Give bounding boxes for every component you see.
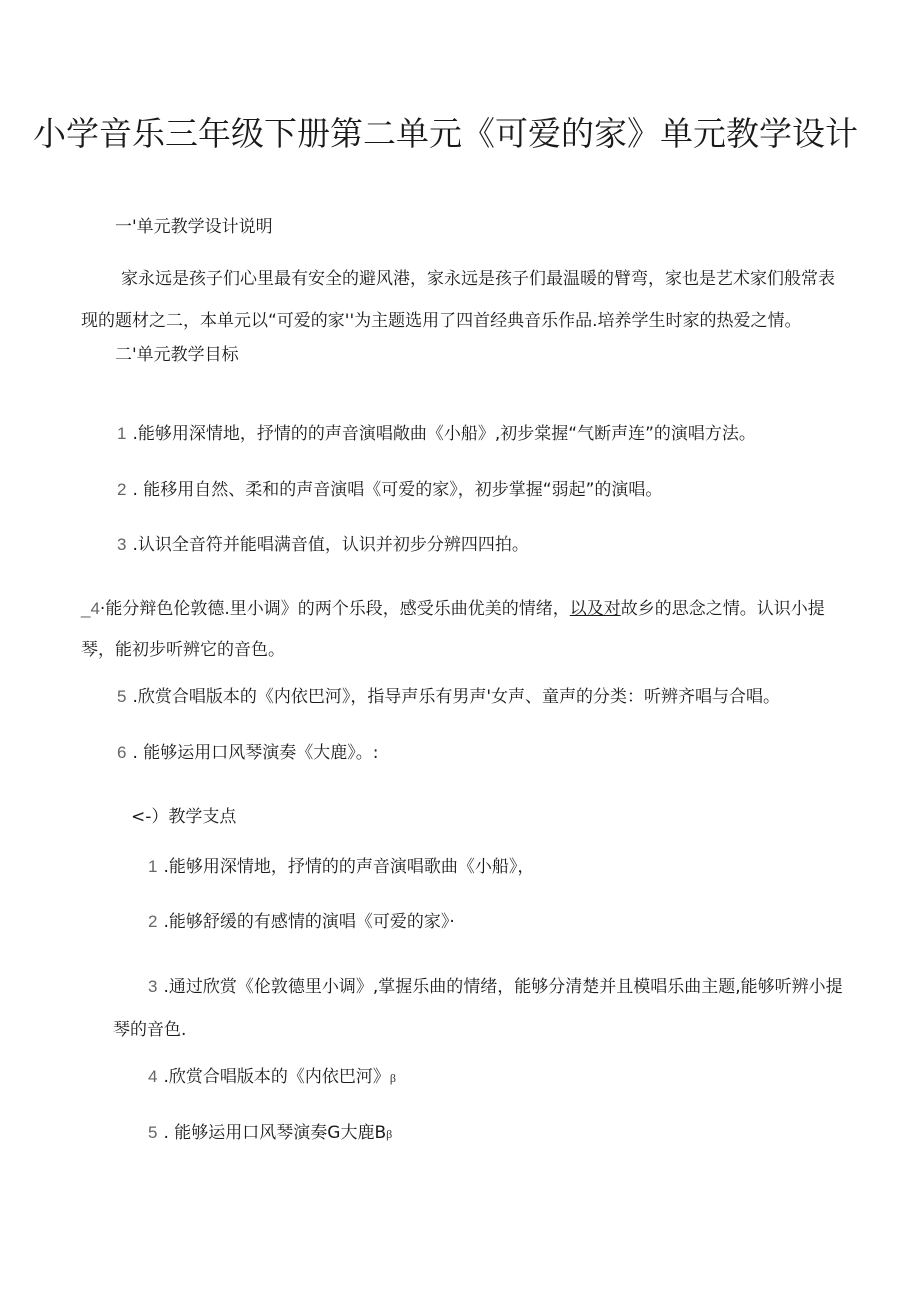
goal-item (117, 686, 780, 708)
point-number: 4 (148, 1067, 158, 1086)
point-number: 2 (148, 912, 158, 931)
point-text: .能够舒缓的有感情的演唱《可爱的家》· (163, 912, 455, 932)
goal-text: .能够用深情地，抒情的的声音演唱敞曲《小船》,初步棠握“气断声连”的演唱方法。 (132, 424, 756, 444)
point-text: .通过欣赏《伦敦德里小调》,掌握乐曲的情绪，能够分清楚并且模唱乐曲主题,能够听辨小提 (163, 977, 843, 997)
goal-item (117, 479, 662, 501)
goal-text-underlined: 以及对 (569, 599, 621, 619)
document-title: 小学音乐三年级下册第二单元《可爱的家》单元教学设计 (33, 114, 858, 153)
teaching-point-item (148, 1066, 396, 1089)
goal-item (117, 742, 379, 764)
point-text: . 能够运用口风琴演奏G大鹿B (163, 1123, 387, 1143)
point-number: 3 (148, 977, 158, 996)
goal-item (117, 534, 529, 556)
goal-number: 1 (117, 424, 127, 443)
point-number: 1 (148, 857, 158, 876)
point-number: 5 (148, 1123, 158, 1142)
teaching-point-item (148, 1122, 392, 1145)
section-heading-unit-goals: 二'单元教学目标 (115, 345, 239, 365)
goal-text: . 能够运用口风琴演奏《大鹿》。: (132, 743, 379, 763)
goal-number: _4 (81, 599, 100, 618)
section-heading-teaching-points: <-）教学支点 (131, 807, 237, 827)
section-heading-unit-description: 一'单元教学设计说明 (115, 217, 273, 237)
point-suffix: β (389, 1071, 396, 1085)
goal-item (81, 598, 825, 620)
goal-text: 故乡的思念之情。认识小提 (620, 599, 825, 619)
point-suffix: β (386, 1127, 393, 1141)
goal-text: . 能移用自然、柔和的声音演唱《可爱的家》，初步掌握“弱起”的演唱。 (132, 480, 663, 500)
goal-item-continuation: 琴，能初步听辨它的音色。 (81, 640, 285, 660)
goal-text: .欣赏合唱版本的《内依巴河》，指导声乐有男声'女声、童声的分类：听辨齐唱与合唱。 (132, 687, 781, 707)
goal-text: .认识全音符并能唱满音值，认识并初步分辨四四拍。 (132, 535, 529, 555)
description-paragraph-line-1: 家永远是孩子们心里最有安全的避风港，家永远是孩子们最温暖的臂弯，家也是艺术家们般常表 (121, 269, 835, 289)
goal-item (117, 423, 756, 445)
teaching-point-continuation: 琴的音色. (113, 1020, 187, 1040)
description-paragraph-line-2: 现的题材之二，本单元以“可爱的家''为主题选用了四首经典音乐作品.培养学生时家的热爱之情。 (81, 311, 802, 331)
goal-number: 6 (117, 743, 127, 762)
teaching-point-item (148, 911, 455, 933)
teaching-point-item (148, 976, 843, 998)
goal-text: ·能分辩色伦敦德.里小调》的两个乐段，感受乐曲优美的情绪， (99, 599, 570, 619)
goal-number: 3 (117, 535, 127, 554)
point-text: .能够用深情地，抒情的的声音演唱歌曲《小船》， (163, 857, 535, 877)
teaching-point-item (148, 856, 534, 878)
goal-number: 2 (117, 480, 127, 499)
point-text: .欣赏合唱版本的《内依巴河》 (163, 1067, 390, 1087)
goal-number: 5 (117, 687, 127, 706)
